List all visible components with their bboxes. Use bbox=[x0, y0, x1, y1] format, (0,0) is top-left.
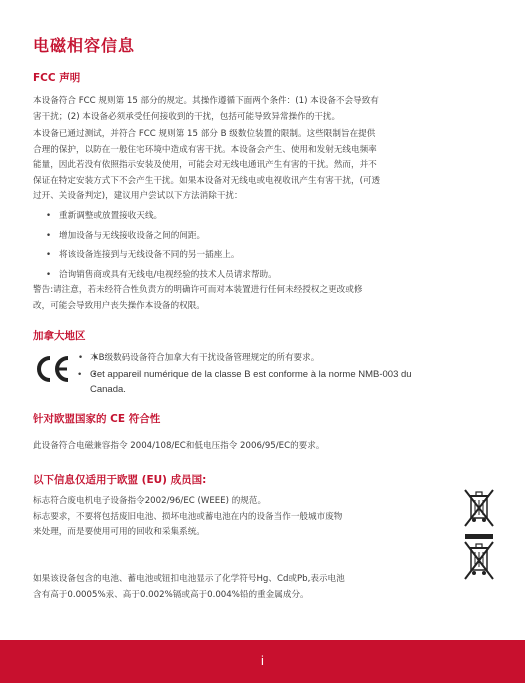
fcc-bullet-list bbox=[33, 209, 493, 283]
ce-heading: 针对欧盟国家的 CE 符合性 bbox=[33, 413, 161, 425]
fcc-paragraph-2: 本设备已通过测试，并符合 FCC 规则第 15 部分 B 级数位装置的限制。这些限制旨在提供 合理的保护，以防在一般住宅环境中造成有害干扰。本设备会产生、使用和发射无线电频率 能量，因此若没有依照指示安装及使用，可能会对无线电通讯产生有害的干扰。然而，并不 保证在特定安装方式下不会产生干扰。如果本设备对无线电或电视收讯产生有害干扰，(可透 过开、关设备判定)，建议用户尝试以下方法消除干扰： bbox=[33, 129, 381, 201]
canada-bullet-list bbox=[80, 351, 500, 397]
weee-battery-bin-icon bbox=[461, 534, 497, 582]
weee-bin-icon bbox=[461, 488, 497, 528]
list-item: • • 本B级数码设备符合加拿大有干扰设备管理规定的所有要求。 bbox=[80, 351, 500, 367]
fcc-heading: FCC 声明 bbox=[33, 72, 81, 84]
eu-paragraph: 标志符合废电机电子设备指令2002/96/EC (WEEE) 的规范。 标志要求，不要将包括废旧电池、损坏电池或蓄电池在内的设备当作一般城市废物 来处理，而是要使用可用的回收和采集系统。 bbox=[33, 496, 343, 537]
fcc-paragraph-1: 本设备符合 FCC 规则第 15 部分的规定。其操作遵循下面两个条件：(1) 本设备不会导致有 害干扰；(2) 本设备必须承受任何接收到的干扰，包括可能导致异常操作的干扰。 bbox=[33, 96, 379, 122]
ce-mark-icon bbox=[34, 354, 72, 384]
page-title: 电磁相容信息 bbox=[33, 36, 136, 55]
page-footer bbox=[0, 640, 525, 683]
eu-heading: 以下信息仅适用于欧盟 (EU) 成员国: bbox=[33, 474, 207, 486]
list-item: • 将该设备连接到与无线设备不同的另一插座上。 bbox=[33, 248, 493, 264]
list-item: • 洽询销售商或具有无线电/电视经验的技术人员请求帮助。 bbox=[33, 268, 493, 284]
list-item: • • Cet appareil numérique de la classe B est conforme à la norme NMB-003 du Canada. bbox=[80, 367, 500, 397]
fcc-warning: 警告:请注意，若未经符合性负责方的明确许可而对本装置进行任何未经授权之更改或修 改，可能会导致用户丧失操作本设备的权限。 bbox=[33, 285, 363, 311]
list-item: • 增加设备与无线接收设备之间的间距。 bbox=[33, 229, 493, 245]
ce-text: 此设备符合电磁兼容指令 2004/108/EC和低电压指令 2006/95/EC的要求。 bbox=[33, 441, 325, 451]
list-item: • 重新调整或放置接收天线。 bbox=[33, 209, 493, 225]
canada-heading: 加拿大地区 bbox=[33, 330, 86, 342]
eu-battery-paragraph: 如果该设备包含的电池、蓄电池或钮扣电池显示了化学符号Hg、Cd或Pb,表示电池 含有高于0.0005%汞、高于0.002%镉或高于0.004%铅的重金属成分。 bbox=[33, 574, 345, 600]
page-number: i bbox=[261, 653, 264, 668]
